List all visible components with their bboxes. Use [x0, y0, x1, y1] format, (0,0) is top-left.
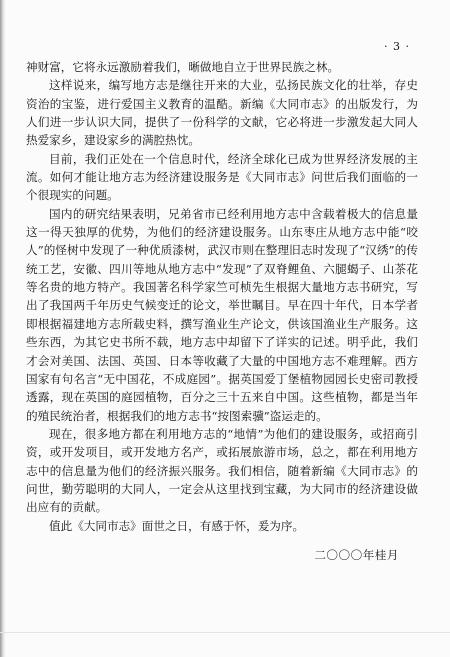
paragraph-significance: 这样说来，编写地方志是继往开来的大业，弘扬民族文化的壮举，存史资治的宝鉴，进行爱国主义教育的温酷。新编《大同市志》的出版发行，为人们进一步认识大同，提供了一份科学的文献，它必将进一步激发起大同人热爱家乡，建设家乡的满腔热忱。 — [26, 78, 418, 148]
paragraph-information-age: 目前，我们正处在一个信息时代，经济全球化已成为世界经济发展的主流。如何才能让地方志为经济建设服务是《大同市志》问世后我们面临的一个很现实的问题。 — [26, 151, 418, 203]
binding-shadow — [0, 0, 6, 657]
bottom-edge — [0, 632, 450, 633]
preface-body — [26, 58, 418, 535]
signature-date: 二〇〇〇年桂月 — [314, 548, 399, 562]
paragraph-continuation: 神财富，它将永远激励着我们，晰做地自立于世界民族之林。 — [26, 60, 340, 74]
paragraph-current-use: 现在，很多地方都在利用地方志的“地情”为他们的建设服务，或招商引资，或开发项目，或开发地方名产，或拓展旅游市场，总之，都在利用地方志中的信息量为他们的经济振兴服务。我们相信，随着新编《大同市志》的问世，勤劳聪明的大同人，一定会从这里找到宝藏，为大同市的经济建设做出应有的贡献。 — [26, 426, 418, 515]
paragraph-research-examples: 国内的研究结果表明，兄弟省市已经利用地方志中含载着极大的信息量这一得天独厚的优势，为他们的经济建设服务。山东枣庄从地方志中能“咬人”的怪树中发现了一种优质漆树，武汉市则在整理旧志时发现了“汉绣”的传统工艺，安徽、四川等地从地方志中“发现”了双脊鲤鱼、六腿蝎子、山茶花等名贵的地方特产。我国著名科学家竺可桢先生根据大量地方志书研究，写出了我国两千年历史气候变迁的论文，举世瞩目。早在四十年代，日本学者即根据福建地方志所载史料，撰写渔业生产论文，供该国渔业生产服务。这些东西，为其它史书所不载，地方志中却留下了详实的记述。明乎此，我们才会对美国、法国、英国、日本等收藏了大量的中国地方志不难理解。西方国家有句名言“无中国花，不成庭园”。据英国爱丁堡植物园园长史密司教授透露，现在英国的庭园植物，百分之三十五来自中国。这些植物，都是当年的殖民统治者，根据我们的地方志书“按图索骥”盗运走的。 — [26, 206, 418, 423]
page-number: · 3 · — [384, 40, 410, 53]
paragraph-closing: 值此《大同市志》面世之日，有感于怀，爰为序。 — [49, 518, 305, 533]
